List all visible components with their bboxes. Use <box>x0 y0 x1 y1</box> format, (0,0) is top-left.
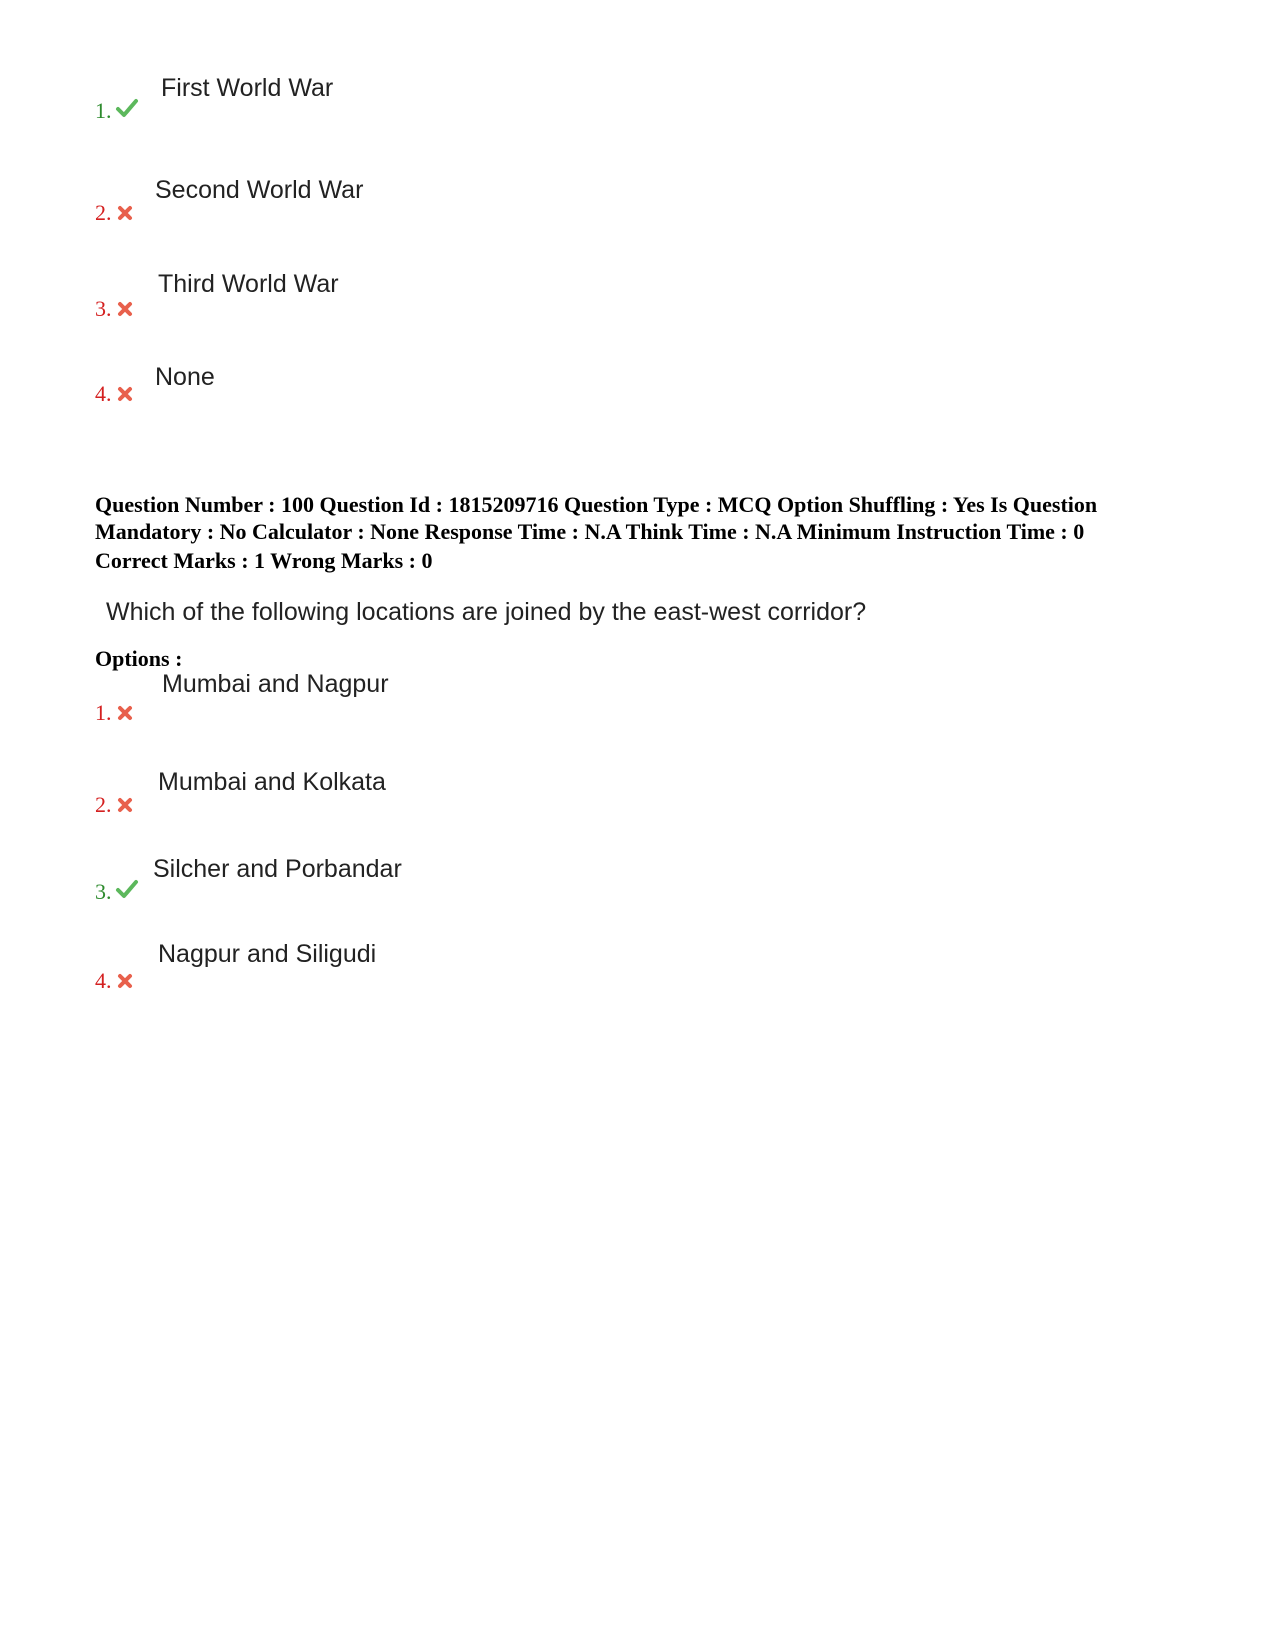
cross-icon <box>117 705 141 729</box>
option-text: Second World War <box>155 176 364 204</box>
question-marks: Correct Marks : 1 Wrong Marks : 0 <box>95 548 433 573</box>
option-text: Mumbai and Nagpur <box>162 670 389 698</box>
option-number: 3. <box>95 879 112 904</box>
option-text: None <box>155 363 215 391</box>
option-text: Silcher and Porbandar <box>153 855 402 883</box>
check-icon <box>115 877 139 901</box>
cross-icon <box>117 797 141 821</box>
option-number: 1. <box>95 98 112 123</box>
option-number: 4. <box>95 381 112 406</box>
option-number: 4. <box>95 968 112 993</box>
question-metadata: Question Number : 100 Question Id : 1815209716 Question Type : MCQ Option Shuffling : Yes Is Question Mandatory : No Calculator : None Response Time : N.A Think Time : N.A Minimum Instruction Time : 0 <box>95 492 1098 544</box>
prev-option-2 <box>95 172 695 232</box>
option-text: Nagpur and Siligudi <box>158 940 377 968</box>
check-icon <box>115 96 139 120</box>
option-number: 2. <box>95 792 112 817</box>
question-text: Which of the following locations are joined by the east-west corridor? <box>106 598 867 626</box>
prev-option-3 <box>95 268 695 328</box>
option-text: First World War <box>161 74 334 102</box>
option-3 <box>95 855 695 915</box>
option-text: Mumbai and Kolkata <box>158 768 386 796</box>
option-number: 2. <box>95 200 112 225</box>
cross-icon <box>117 301 141 325</box>
prev-option-4 <box>95 353 695 413</box>
option-number: 1. <box>95 700 112 725</box>
option-number: 3. <box>95 296 112 321</box>
option-2 <box>95 766 695 826</box>
cross-icon <box>117 386 141 410</box>
prev-option-1 <box>95 70 695 130</box>
cross-icon <box>117 205 141 229</box>
cross-icon <box>117 973 141 997</box>
options-label: Options : <box>95 646 183 671</box>
option-text: Third World War <box>158 270 339 298</box>
option-4 <box>95 940 695 1000</box>
option-1 <box>95 664 695 724</box>
